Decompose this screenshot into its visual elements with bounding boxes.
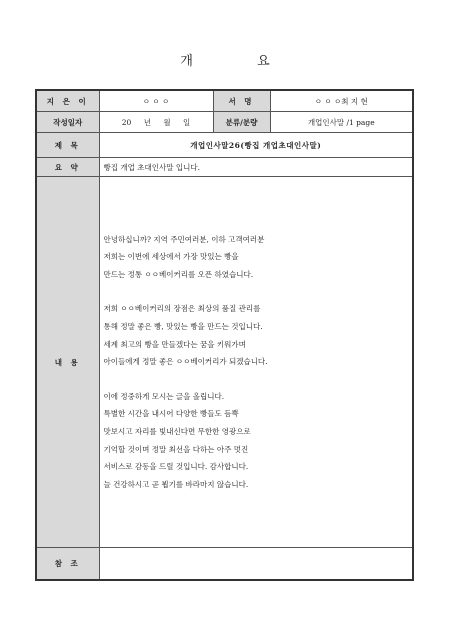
reference-row (36, 548, 413, 581)
summary-row (36, 158, 413, 177)
summary-label: 요 약 (36, 158, 99, 177)
content-line: 안녕하십니까? 지역 주민여러분, 이하 고객여러분 (103, 234, 265, 244)
summary-value: 빵집 개업 초대인사말 입니다. (99, 158, 413, 177)
author-row (36, 90, 413, 112)
content-line: 늘 건강하시고 곧 뵙기를 바라마지 않습니다. (103, 479, 249, 489)
subject-label: 제 목 (36, 133, 99, 158)
reference-label: 참 조 (36, 548, 99, 581)
summary-form-table (35, 89, 414, 581)
date-row (36, 112, 413, 133)
subject-value: 개업인사말26(빵집 개업초대인사말) (99, 133, 413, 158)
content-line: 서비스로 감동을 드릴 것입니다. 감사합니다. (103, 462, 249, 472)
content-line: 아이들에게 정말 좋은 ㅇㅇ베이커리가 되겠습니다. (103, 357, 268, 367)
book-title-label: 서 명 (213, 90, 270, 112)
content-paragraph-2 (104, 300, 409, 370)
reference-value (99, 548, 413, 581)
content-paragraph-1 (104, 231, 409, 284)
author-value: ㅇ ㅇ ㅇ (99, 90, 213, 112)
content-line: 저희 ㅇㅇ베이커리의 장점은 최상의 품질 관리를 (103, 304, 261, 314)
content-body (99, 177, 413, 548)
content-line: 맛보시고 자리를 빛내신다면 무한한 영광으로 (103, 426, 251, 436)
content-line: 만드는 정통 ㅇㅇ베이커리를 오픈 하였습니다. (103, 269, 254, 279)
content-line: 기억할 것이며 정말 최선을 다하는 아주 멋진 (103, 444, 249, 454)
content-line: 저희는 이번에 세상에서 가장 맛있는 빵을 (103, 252, 239, 262)
content-line: 특별한 시간을 내시어 다양한 빵들도 듬뿍 (103, 409, 239, 419)
category-label: 분류/분량 (213, 112, 270, 133)
book-title-value: ㅇ ㅇ ㅇ최 지 현 (270, 90, 413, 112)
content-row (36, 177, 413, 548)
content-line: 통해 정말 좋은 빵, 맛있는 빵을 만드는 것입니다. (103, 322, 263, 332)
content-label: 내 용 (36, 177, 99, 548)
content-line: 세계 최고의 빵을 만들겠다는 꿈을 키워가며 (103, 339, 246, 349)
page-title: 개 요 (180, 54, 300, 69)
date-value: 20 년 월 일 (99, 112, 213, 133)
date-label: 작성일자 (36, 112, 99, 133)
category-value: 개업인사말 /1 page (270, 112, 413, 133)
content-paragraph-3 (104, 388, 409, 494)
subject-row (36, 133, 413, 158)
content-line: 이에 정중하게 모시는 글을 올립니다. (103, 391, 225, 401)
author-label: 지 은 이 (36, 90, 99, 112)
